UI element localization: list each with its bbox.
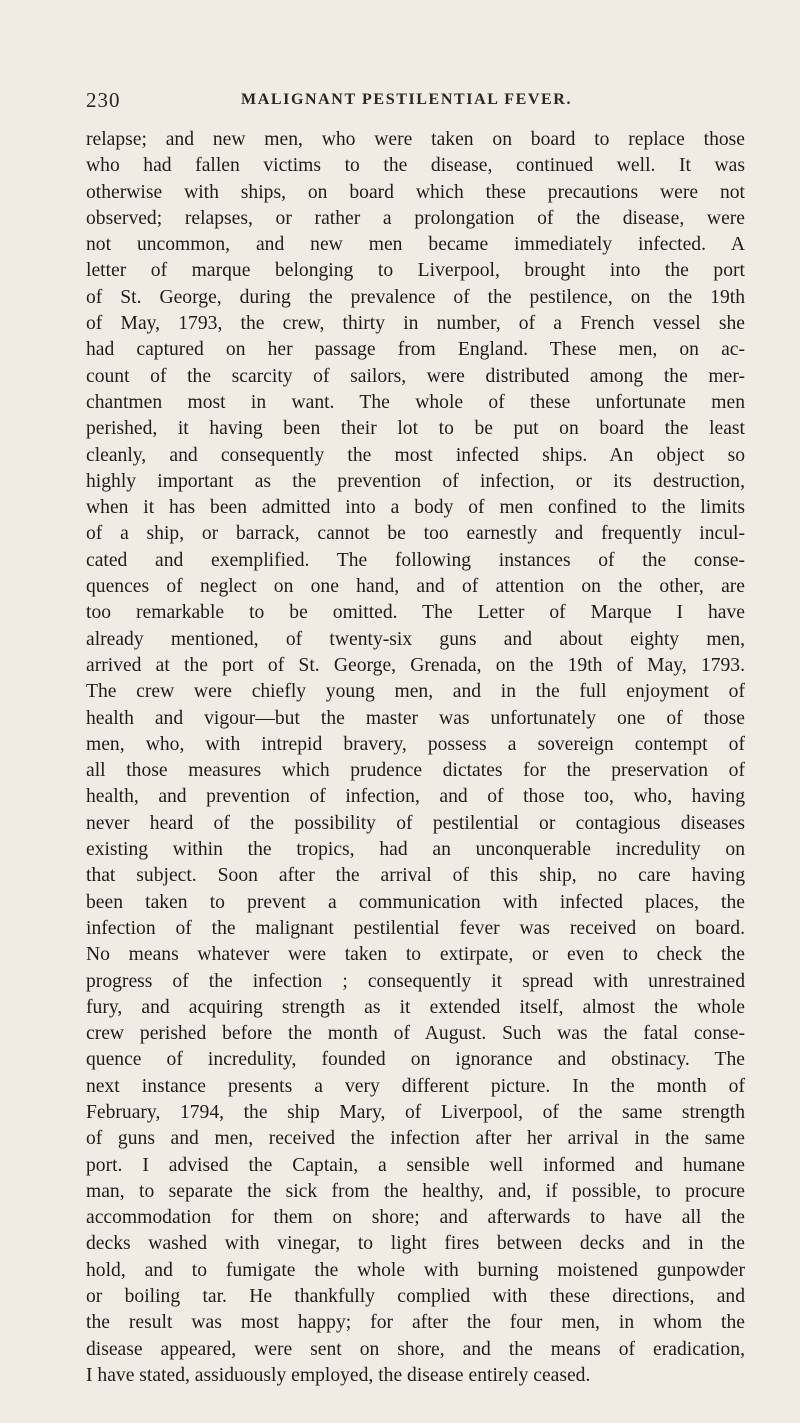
text-line: observed; relapses, or rather a prolongation of the disease, were [86, 207, 745, 229]
text-line: disease appeared, were sent on shore, and the means of eradication, [86, 1338, 745, 1360]
text-line: arrived at the port of St. George, Grenada, on the 19th of May, 1793. [86, 654, 745, 676]
text-line: never heard of the possibility of pestilential or contagious diseases [86, 812, 745, 834]
text-line: not uncommon, and new men became immediately infected. A [86, 234, 745, 256]
text-line: the result was most happy; for after the four men, in whom the [86, 1312, 745, 1334]
text-line: quence of incredulity, founded on ignorance and obstinacy. The [86, 1049, 745, 1071]
text-line: of St. George, during the prevalence of the pestilence, on the 19th [86, 286, 745, 308]
text-line: health, and prevention of infection, and of those too, who, having [86, 786, 745, 808]
text-line: health and vigour—but the master was unfortunately one of those [86, 707, 745, 729]
text-line: February, 1794, the ship Mary, of Liverpool, of the same strength [86, 1101, 745, 1123]
text-line: otherwise with ships, on board which these precautions were not [86, 181, 745, 203]
text-line: highly important as the prevention of infection, or its destruction, [86, 470, 745, 492]
text-line: had captured on her passage from England. These men, on ac- [86, 339, 745, 361]
text-line: count of the scarcity of sailors, were distributed among the mer- [86, 365, 745, 387]
text-line: already mentioned, of twenty-six guns and about eighty men, [86, 628, 745, 650]
text-line: perished, it having been their lot to be put on board the least [86, 418, 745, 440]
text-line: when it has been admitted into a body of men confined to the limits [86, 497, 745, 519]
text-line: cleanly, and consequently the most infected ships. An object so [86, 444, 745, 466]
text-line: been taken to prevent a communication with infected places, the [86, 891, 745, 913]
text-line: port. I advised the Captain, a sensible well informed and humane [86, 1154, 745, 1176]
text-line: men, who, with intrepid bravery, possess a sovereign contempt of [86, 733, 745, 755]
text-line: who had fallen victims to the disease, continued well. It was [86, 155, 745, 177]
text-line: cated and exemplified. The following instances of the conse- [86, 549, 745, 571]
text-line: that subject. Soon after the arrival of this ship, no care having [86, 865, 745, 887]
text-line: chantmen most in want. The whole of these unfortunate men [86, 391, 745, 413]
text-line: infection of the malignant pestilential fever was received on board. [86, 917, 745, 939]
text-line: No means whatever were taken to extirpate, or even to check the [86, 944, 745, 966]
body-paragraph [86, 127, 745, 1389]
text-line: existing within the tropics, had an unconquerable incredulity on [86, 839, 745, 861]
text-line: hold, and to fumigate the whole with burning moistened gunpowder [86, 1259, 745, 1281]
text-line: next instance presents a very different picture. In the month of [86, 1075, 745, 1097]
text-line: all those measures which prudence dictates for the preservation of [86, 760, 745, 782]
text-line: too remarkable to be omitted. The Letter of Marque I have [86, 602, 745, 624]
text-line: I have stated, assiduously employed, the disease entirely ceased. [86, 1364, 591, 1386]
text-line: The crew were chiefly young men, and in the full enjoyment of [86, 681, 745, 703]
text-line: decks washed with vinegar, to light fires between decks and in the [86, 1233, 745, 1255]
text-line: fury, and acquiring strength as it extended itself, almost the whole [86, 996, 745, 1018]
text-line: crew perished before the month of August. Such was the fatal conse- [86, 1023, 745, 1045]
text-line: or boiling tar. He thankfully complied with these directions, and [86, 1286, 745, 1308]
text-line: of May, 1793, the crew, thirty in number, of a French vessel she [86, 313, 745, 335]
text-line: accommodation for them on shore; and afterwards to have all the [86, 1207, 745, 1229]
text-line: relapse; and new men, who were taken on board to replace those [86, 129, 745, 150]
text-line: letter of marque belonging to Liverpool, brought into the port [86, 260, 745, 282]
text-line: of a ship, or barrack, cannot be too earnestly and frequently incul- [86, 523, 745, 545]
text-line: quences of neglect on one hand, and of attention on the other, are [86, 576, 745, 598]
page-number: 230 [86, 88, 121, 112]
running-head [86, 88, 742, 116]
text-line: of guns and men, received the infection after her arrival in the same [86, 1128, 745, 1150]
text-line: man, to separate the sick from the healthy, and, if possible, to procure [86, 1180, 745, 1202]
running-title: MALIGNANT PESTILENTIAL FEVER. [241, 91, 573, 108]
text-line: progress of the infection ; consequently it spread with unrestrained [86, 970, 745, 992]
